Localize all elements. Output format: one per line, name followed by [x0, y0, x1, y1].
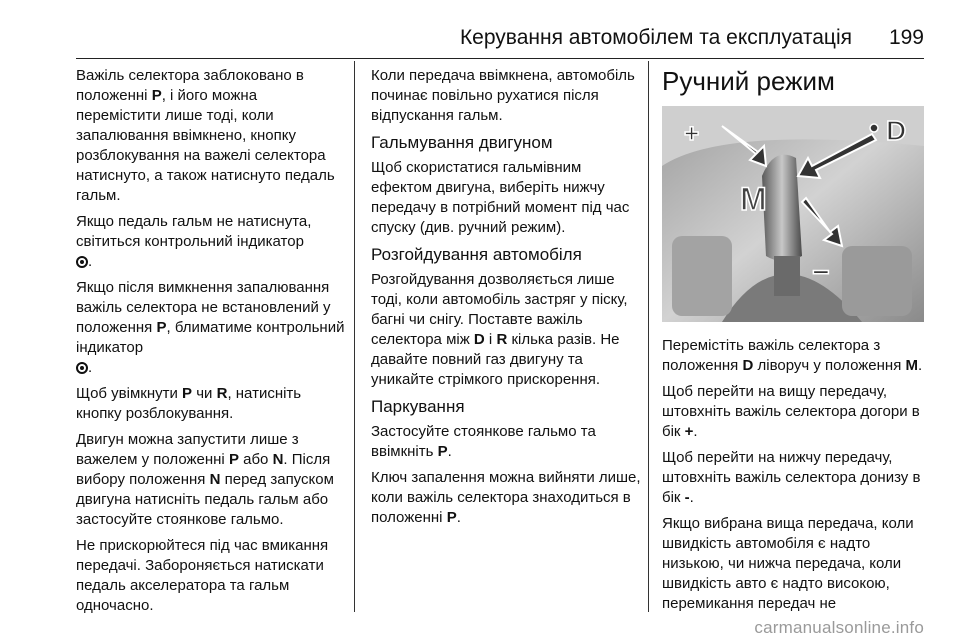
paragraph: Щоб увімкнути P чи R, натисніть кнопку розблокування. — [76, 385, 302, 422]
paragraph: Двигун можна запустити лише з важелем у положенні P або N. Після вибору положення N перед запуском двигуна натисніть педаль гальм або застосуйте стоянкове гальмо. — [76, 431, 334, 528]
paragraph: Якщо після вимкнення запалювання важіль селектора не встановлений у положення P, блиматиме контрольний індикатор . — [76, 279, 345, 376]
paragraph: Важіль селектора заблоковано в положенні P, і його можна перемістити лише тоді, коли запалювання ввімкнено, кнопку розблокування на важелі селектора натиснуто, а також натиснуто педаль гальм. — [76, 67, 335, 204]
column-divider-2 — [648, 61, 649, 612]
column-2 — [371, 66, 641, 534]
brake-indicator-icon — [76, 256, 88, 268]
paragraph: Застосуйте стоянкове гальмо та ввімкніть P. — [371, 423, 596, 460]
gear-selector-photo — [662, 106, 924, 322]
brake-indicator-icon — [76, 362, 88, 374]
section-heading-rocking: Розгойдування автомобіля — [371, 245, 582, 264]
paragraph: Не прискорюйтеся під час вмикання передачі. Забороняється натискати педаль акселератора та гальм одночасно. — [76, 537, 329, 614]
paragraph: Ключ запалення можна вийняти лише, коли важіль селектора знаходиться в положенні P. — [371, 469, 641, 526]
chapter-title: Керування автомобілем та експлуатація — [459, 26, 852, 49]
column-1 — [76, 66, 346, 622]
section-title-manual-mode: Ручний режим — [662, 66, 835, 96]
page-header — [0, 0, 960, 60]
paragraph: Якщо вибрана вища передача, коли швидкість автомобіля є надто низькою, чи нижча передача, коли швидкість авто є надто високою, перемикання передач не — [662, 515, 914, 612]
paragraph: Щоб перейти на вищу передачу, штовхніть важіль селектора догори в бік +. — [662, 383, 920, 440]
watermark: carmanualsonline.info — [754, 618, 924, 637]
page-number: 199 — [888, 26, 924, 49]
svg-text:+: + — [684, 118, 700, 148]
paragraph: Перемістіть важіль селектора з положення D ліворуч у положення M. — [662, 337, 923, 374]
paragraph: Якщо педаль гальм не натиснута, світиться контрольний індикатор . — [76, 213, 312, 270]
paragraph: Коли передача ввімкнена, автомобіль починає повільно рухатися після відпускання гальм. — [371, 67, 635, 124]
header-divider — [76, 58, 924, 59]
section-heading-engine-braking: Гальмування двигуном — [371, 133, 553, 152]
paragraph: Щоб перейти на нижчу передачу, штовхніть важіль селектора донизу в бік -. — [662, 449, 921, 506]
paragraph: Розгойдування дозволяється лише тоді, коли автомобіль застряг у піску, багні чи снігу. Поставте важіль селектора між D і R кілька разів. Не давайте повний газ двигуну та уникайте стрімкого прискорення. — [371, 271, 628, 388]
svg-text:D: D — [886, 115, 907, 146]
column-3 — [662, 66, 930, 620]
section-heading-parking: Паркування — [371, 397, 465, 416]
column-divider-1 — [354, 61, 355, 612]
mode-m-label: M — [740, 181, 767, 217]
svg-text:−: − — [812, 256, 830, 289]
paragraph: Щоб скористатися гальмівним ефектом двигуна, виберіть нижчу передачу в потрібний момент під час спуску (див. ручний режим). — [371, 159, 630, 236]
